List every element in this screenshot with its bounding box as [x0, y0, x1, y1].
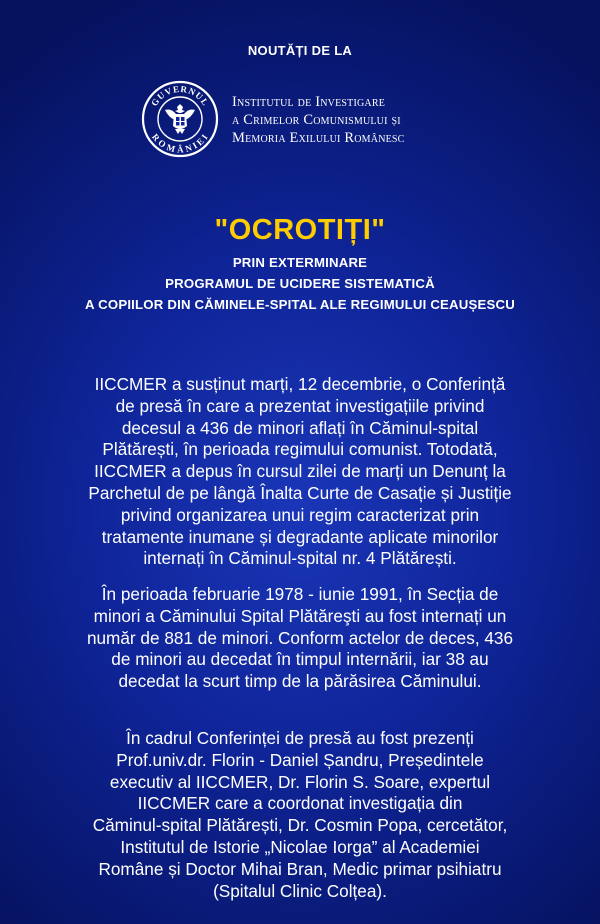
paragraph-line: de presă în care a prezentat investigațiile privind [115, 395, 485, 416]
paragraph-line: privind organizarea unui regim caracterizat prin [120, 504, 480, 525]
paragraph-statistics [40, 584, 560, 693]
subheadline-line-1: PRIN EXTERMINARE [232, 255, 368, 270]
paragraph-line: IICCMER a susținut marți, 12 decembrie, o Conferință [94, 374, 506, 394]
paragraph-participants [40, 728, 560, 902]
paragraph-line: Institutul de Istorie „Nicolae Iorga” al Academiei [120, 836, 480, 857]
paragraph-line: număr de 881 de minori. Conform actelor de deces, 436 [86, 627, 514, 648]
paragraph-line: IICCMER a depus în cursul zilei de marți un Denunț la [94, 461, 506, 482]
paragraph-line: Căminul-spital Plătărești, Dr. Cosmin Popa, cercetător, [92, 815, 508, 836]
seal-text-bottom: ROMÂNIEI [149, 131, 211, 155]
seal-text-top: GUVERNUL [149, 83, 211, 108]
paragraph-line: Parchetul de pe lângă Înalta Curte de Casație și Justiție [88, 482, 512, 503]
paragraph-line: tratamente inumane și degradante aplicate minorilor [101, 526, 499, 547]
paragraph-conference [40, 374, 560, 570]
paragraph-line: minori a Căminului Spital Plătăreşti au fost internați un [93, 605, 507, 626]
page-title: "OCROTIȚI" [214, 214, 386, 246]
paragraph-line: Române și Doctor Mihai Bran, Medic primar psihiatru [98, 858, 502, 879]
subheadline-line-3: A COPIILOR DIN CĂMINELE-SPITAL ALE REGIMULUI CEAUȘESCU [85, 297, 515, 312]
paragraph-line: internați în Căminul-spital nr. 4 Plătărești. [143, 548, 457, 569]
institute-name-line-3: Memoria Exilului Românesc [232, 130, 405, 146]
paragraph-line: de minori au decedat în timpul internării, iar 38 au [111, 649, 489, 670]
svg-text:ROMÂNIEI [150, 132, 210, 155]
institute-name [232, 93, 405, 147]
paragraph-line: În perioada februarie 1978 - iunie 1991, în Secția de [101, 584, 499, 604]
government-seal-icon [141, 80, 219, 158]
paragraph-line: executiv al IICCMER, Dr. Florin S. Soare, expertul [109, 771, 491, 792]
paragraph-line: (Spitalul Clinic Colțea). [213, 880, 387, 901]
subheadline [0, 252, 600, 315]
institute-name-line-1: Institutul de Investigare [232, 94, 386, 110]
paragraph-line: Plătărești, în perioada regimului comunist. Totodată, [102, 439, 498, 460]
paragraph-line: IICCMER care a coordonat investigația din [137, 793, 463, 814]
paragraph-line: decedat la scurt timp de la părăsirea Căminului. [118, 671, 482, 692]
paragraph-line: Prof.univ.dr. Florin - Daniel Șandru, Președintele [116, 749, 484, 770]
institute-logo [141, 80, 471, 158]
subheadline-line-2: PROGRAMUL DE UCIDERE SISTEMATICĂ [165, 276, 435, 291]
kicker-text: NOUTĂȚI DE LA [247, 43, 353, 58]
paragraph-line: În cadrul Conferinței de presă au fost prezenți [126, 728, 474, 748]
paragraph-line: decesul a 436 de minori aflați în Căminul-spital [121, 417, 479, 438]
institute-name-line-2: a Crimelor Comunismului și [232, 112, 401, 128]
